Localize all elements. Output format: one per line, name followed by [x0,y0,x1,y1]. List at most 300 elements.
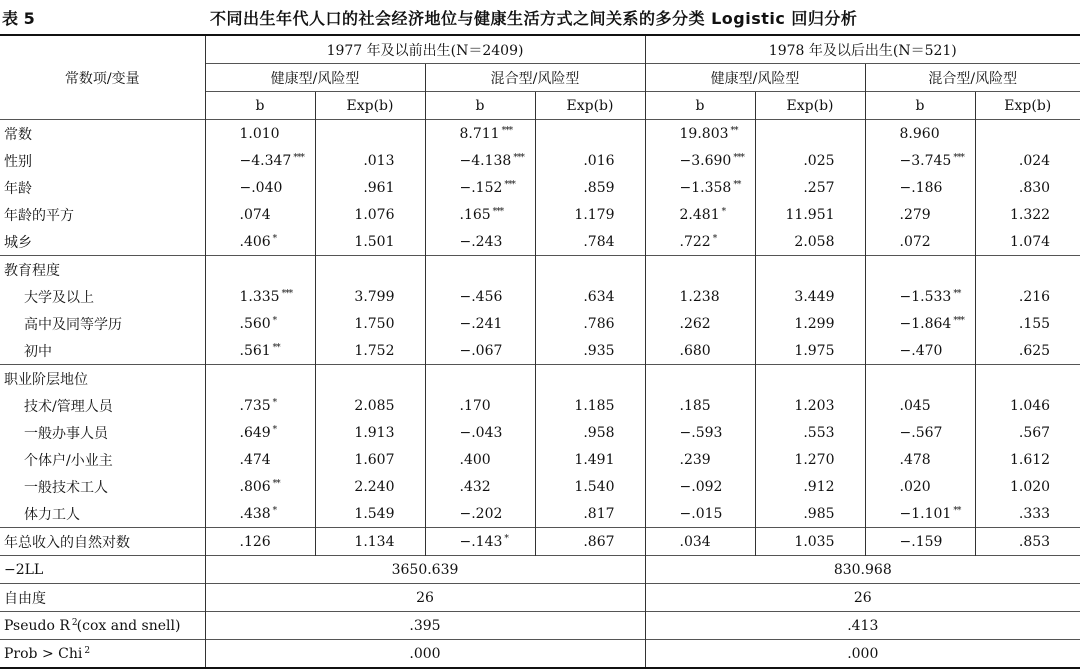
fit-label [0,640,205,669]
coef-cell [645,120,755,148]
cell-value: −.015 [679,505,723,522]
coef-cell [865,446,975,473]
table-row [0,528,1080,556]
coef-cell [865,392,975,419]
exp-cell [535,528,645,556]
cell-value: 1.752 [354,342,395,359]
cell-value: 1.975 [794,342,835,359]
significance-mark: ** [733,179,741,190]
col-exp-header: Exp(b) [975,92,1080,120]
cell-value: .786 [583,315,615,332]
fit-label [0,612,205,640]
exp-cell [535,473,645,500]
exp-cell [975,337,1080,365]
exp-cell [755,120,865,148]
table-row [0,337,1080,365]
col-exp-header: Exp(b) [755,92,865,120]
cell-value: .025 [803,152,835,169]
exp-cell [755,283,865,310]
exp-cell [975,201,1080,228]
cell-value: 1.607 [354,451,395,468]
cell-value: .170 [459,397,491,414]
cell-value: .333 [1018,505,1051,522]
coef-cell [865,310,975,337]
cell-value: .806 [239,478,271,495]
table-label: 表 5 [2,9,35,28]
significance-mark: *** [293,152,304,163]
coef-cell [425,201,535,228]
significance-mark: *** [513,152,524,163]
cell-value: .561 [239,342,271,359]
coef-cell [205,500,315,528]
cell-value: .680 [679,342,711,359]
cell-value: .020 [899,478,931,495]
coef-cell [205,446,315,473]
cell-value: .817 [583,505,615,522]
cell-value: .935 [583,342,615,359]
exp-cell [315,446,425,473]
cell-value: .024 [1018,152,1051,169]
cell-value: 19.803 [679,125,729,142]
exp-cell [975,528,1080,556]
coef-cell [425,310,535,337]
cell-value: −.092 [679,478,723,495]
exp-cell [315,147,425,174]
cell-value: 1.134 [354,533,395,550]
coef-cell [865,419,975,446]
coef-cell [645,473,755,500]
table-row [0,174,1080,201]
coef-cell [425,174,535,201]
cell-value: .859 [583,179,615,196]
cell-value: 1.203 [794,397,835,414]
cell-value: 1.046 [1009,397,1051,414]
cell-value: −.040 [239,179,283,196]
exp-cell [535,120,645,148]
cell-value: .074 [239,206,271,223]
fit-label-sup: 2 [84,645,90,656]
exp-cell [755,446,865,473]
cell-value: −.152 [459,179,503,196]
significance-mark: * [272,424,277,435]
cell-value: .432 [459,478,491,495]
group-label: 职业阶层地位 [0,365,205,393]
coef-cell [865,120,975,148]
exp-cell [315,419,425,446]
cell-value: .912 [803,478,835,495]
coef-cell [645,392,755,419]
cell-value: 3.449 [794,288,835,305]
coef-cell [645,419,755,446]
cell-value: 1.750 [354,315,395,332]
group-header-row [0,256,1080,284]
significance-mark: *** [953,152,964,163]
cell-value: 1.299 [794,315,835,332]
exp-cell [755,528,865,556]
exp-cell [975,147,1080,174]
cell-value: −.202 [459,505,503,522]
cell-value: 1.549 [354,505,395,522]
cell-value: 1.335 [239,288,280,305]
coef-cell [425,147,535,174]
coef-cell [425,446,535,473]
cell-value: 1.020 [1009,478,1051,495]
fit-value-cohort1: .395 [205,612,645,640]
cell-value: 2.481 [679,206,720,223]
row-label: 常数 [0,120,205,148]
cell-value: −.243 [459,233,503,250]
cell-value: 1.491 [574,451,615,468]
cell-value: 1.322 [1009,206,1051,223]
exp-cell [315,310,425,337]
cell-value: 3.799 [354,288,395,305]
cell-value: .045 [899,397,931,414]
exp-cell [755,310,865,337]
cell-value: −.241 [459,315,503,332]
cell-value: 1.270 [794,451,835,468]
col-b-header: b [645,92,755,120]
significance-mark: *** [504,179,515,190]
exp-cell [315,201,425,228]
cell-value: .406 [239,233,271,250]
type-header: 健康型/风险型 [645,64,865,92]
exp-cell [755,228,865,256]
cell-value: −4.138 [459,152,512,169]
coef-cell [425,337,535,365]
row-label: 年总收入的自然对数 [0,528,205,556]
coef-cell [645,147,755,174]
exp-cell [315,392,425,419]
significance-mark: * [712,233,717,244]
row-label: 一般技术工人 [24,479,108,496]
cell-value: .625 [1018,342,1051,359]
cell-value: .553 [803,424,835,441]
exp-cell [535,228,645,256]
cell-value: .784 [583,233,615,250]
cell-value: −1.864 [899,315,952,332]
table-row [0,446,1080,473]
exp-cell [535,147,645,174]
significance-mark: ** [953,505,961,516]
exp-cell [755,147,865,174]
coef-cell [865,174,975,201]
cell-value: 1.612 [1009,451,1051,468]
significance-mark: * [721,206,726,217]
fit-label-main: Pseudo R [4,617,70,634]
cell-value: −.159 [899,533,943,550]
row-label: 个体户/小业主 [24,452,113,469]
significance-mark: *** [953,315,964,326]
row-label: 高中及同等学历 [24,316,122,333]
exp-cell [535,174,645,201]
fit-row [0,612,1080,640]
fit-value-cohort2: 830.968 [645,556,1080,584]
coef-cell [865,473,975,500]
table-row [0,473,1080,500]
fit-value-cohort1: 26 [205,584,645,612]
row-label: 一般办事人员 [24,425,108,442]
coef-cell [205,147,315,174]
cell-value: .634 [583,288,615,305]
significance-mark: * [272,315,277,326]
coef-cell [205,120,315,148]
exp-cell [755,201,865,228]
group-header-row [0,365,1080,393]
fit-label-sup: 2 [71,617,77,628]
cell-value: 8.711 [459,125,500,142]
cell-value: 1.540 [574,478,615,495]
cell-value: .722 [679,233,711,250]
cell-value: 1.238 [679,288,720,305]
cell-value: .985 [803,505,835,522]
cell-value: .438 [239,505,271,522]
coef-cell [205,337,315,365]
cell-value: .034 [679,533,711,550]
table-row [0,228,1080,256]
cell-value: −1.358 [679,179,732,196]
cell-value: 11.951 [785,206,835,223]
significance-mark: * [272,233,277,244]
coef-cell [645,283,755,310]
coef-cell [425,392,535,419]
coef-cell [205,473,315,500]
significance-mark: *** [281,288,293,299]
cell-value: −.186 [899,179,943,196]
fit-value-cohort1: 3650.639 [205,556,645,584]
fit-label-rest: (cox and snell) [76,617,181,634]
cell-value: .216 [1018,288,1051,305]
table-row [0,500,1080,528]
exp-cell [975,228,1080,256]
exp-cell [975,500,1080,528]
coef-cell [645,500,755,528]
coef-cell [865,147,975,174]
significance-mark: ** [953,288,961,299]
cell-value: 1.076 [354,206,395,223]
exp-cell [975,283,1080,310]
table-title: 不同出生年代人口的社会经济地位与健康生活方式之间关系的多分类 Logistic 回归分析 [210,9,858,28]
exp-cell [535,283,645,310]
cell-value: .400 [459,451,491,468]
col-exp-header: Exp(b) [315,92,425,120]
coef-cell [645,174,755,201]
exp-cell [975,446,1080,473]
exp-cell [975,473,1080,500]
row-label: 体力工人 [24,506,80,523]
cell-value: −.470 [899,342,943,359]
table-row [0,283,1080,310]
significance-mark: * [504,533,508,544]
row-label: 性别 [4,153,32,170]
cell-value: −.567 [899,424,943,441]
coef-cell [205,310,315,337]
coef-cell [205,528,315,556]
coef-cell [425,528,535,556]
coef-cell [865,201,975,228]
regression-table [0,34,1080,669]
cell-value: .560 [239,315,271,332]
coef-cell [425,500,535,528]
coef-cell [205,201,315,228]
coef-cell [645,201,755,228]
cell-value: 2.240 [354,478,395,495]
cell-value: 1.179 [574,206,615,223]
exp-cell [535,419,645,446]
col-b-header: b [205,92,315,120]
stub-header: 常数项/变量 [0,35,205,120]
table-caption [0,0,1080,34]
col-exp-header: Exp(b) [535,92,645,120]
fit-label-main: Prob > Chi [4,645,83,662]
coef-cell [865,228,975,256]
coef-cell [645,310,755,337]
cell-value: .257 [803,179,835,196]
row-label: 大学及以上 [24,289,94,306]
coef-cell [425,283,535,310]
row-label: 技术/管理人员 [24,398,113,415]
row-label: 年龄 [4,180,32,197]
col-b-header: b [425,92,535,120]
fit-row [0,556,1080,584]
significance-mark: ** [272,478,280,489]
exp-cell [975,120,1080,148]
fit-value-cohort2: 26 [645,584,1080,612]
cell-value: 1.010 [239,125,280,142]
exp-cell [535,337,645,365]
header-row-cohort [0,35,1080,64]
cell-value: .958 [583,424,615,441]
exp-cell [315,500,425,528]
cell-value: 8.960 [899,125,940,142]
exp-cell [755,419,865,446]
cell-value: .961 [363,179,395,196]
coef-cell [425,419,535,446]
coef-cell [865,500,975,528]
coef-cell [425,120,535,148]
table-row [0,120,1080,148]
fit-value-cohort2: .000 [645,640,1080,669]
exp-cell [315,283,425,310]
exp-cell [535,310,645,337]
table-row [0,419,1080,446]
coef-cell [205,174,315,201]
exp-cell [755,337,865,365]
exp-cell [315,174,425,201]
type-header: 混合型/风险型 [865,64,1080,92]
exp-cell [975,174,1080,201]
cell-value: .567 [1018,424,1051,441]
cell-value: 2.058 [794,233,835,250]
exp-cell [975,392,1080,419]
cell-value: .474 [239,451,271,468]
coef-cell [425,228,535,256]
exp-cell [755,392,865,419]
cell-value: −.143 [459,533,503,550]
cell-value: 1.913 [354,424,395,441]
fit-label: −2LL [0,556,205,584]
cohort1-header: 1977 年及以前出生(N＝2409) [205,35,645,64]
cell-value: 1.501 [354,233,395,250]
significance-mark: *** [492,206,504,217]
cell-value: .016 [583,152,615,169]
cell-value: 1.185 [574,397,615,414]
significance-mark: * [272,397,277,408]
fit-row [0,584,1080,612]
cell-value: −.456 [459,288,503,305]
coef-cell [205,228,315,256]
table-row [0,310,1080,337]
exp-cell [315,528,425,556]
table-row [0,392,1080,419]
cell-value: .126 [239,533,271,550]
cell-value: −.067 [459,342,503,359]
coef-cell [865,283,975,310]
cell-value: 1.035 [794,533,835,550]
cell-value: .072 [899,233,931,250]
group-label: 教育程度 [0,256,205,284]
cell-value: 2.085 [354,397,395,414]
cell-value: .155 [1018,315,1051,332]
coef-cell [645,446,755,473]
exp-cell [315,228,425,256]
cohort2-header: 1978 年及以后出生(N＝521) [645,35,1080,64]
cell-value: −.043 [459,424,503,441]
significance-mark: ** [730,125,738,136]
exp-cell [315,473,425,500]
row-label: 初中 [24,343,52,360]
exp-cell [535,446,645,473]
type-header: 健康型/风险型 [205,64,425,92]
coef-cell [205,283,315,310]
cell-value: .649 [239,424,271,441]
fit-value-cohort1: .000 [205,640,645,669]
col-b-header: b [865,92,975,120]
fit-label: 自由度 [0,584,205,612]
cell-value: 1.074 [1009,233,1051,250]
coef-cell [645,228,755,256]
coef-cell [205,419,315,446]
cell-value: −.593 [679,424,723,441]
coef-cell [645,337,755,365]
fit-row [0,640,1080,669]
cell-value: .165 [459,206,491,223]
cell-value: .239 [679,451,711,468]
cell-value: −1.533 [899,288,952,305]
exp-cell [975,419,1080,446]
cell-value: −1.101 [899,505,952,522]
exp-cell [535,201,645,228]
exp-cell [315,120,425,148]
cell-value: .185 [679,397,711,414]
row-label: 城乡 [4,234,32,251]
table-row [0,201,1080,228]
cell-value: .853 [1018,533,1051,550]
significance-mark: *** [501,125,513,136]
cell-value: .013 [363,152,395,169]
cell-value: .262 [679,315,711,332]
fit-value-cohort2: .413 [645,612,1080,640]
coef-cell [645,528,755,556]
exp-cell [755,174,865,201]
cell-value: .279 [899,206,931,223]
exp-cell [535,392,645,419]
cell-value: .478 [899,451,931,468]
significance-mark: *** [733,152,744,163]
coef-cell [865,528,975,556]
exp-cell [535,500,645,528]
cell-value: .867 [583,533,615,550]
cell-value: −4.347 [239,152,292,169]
